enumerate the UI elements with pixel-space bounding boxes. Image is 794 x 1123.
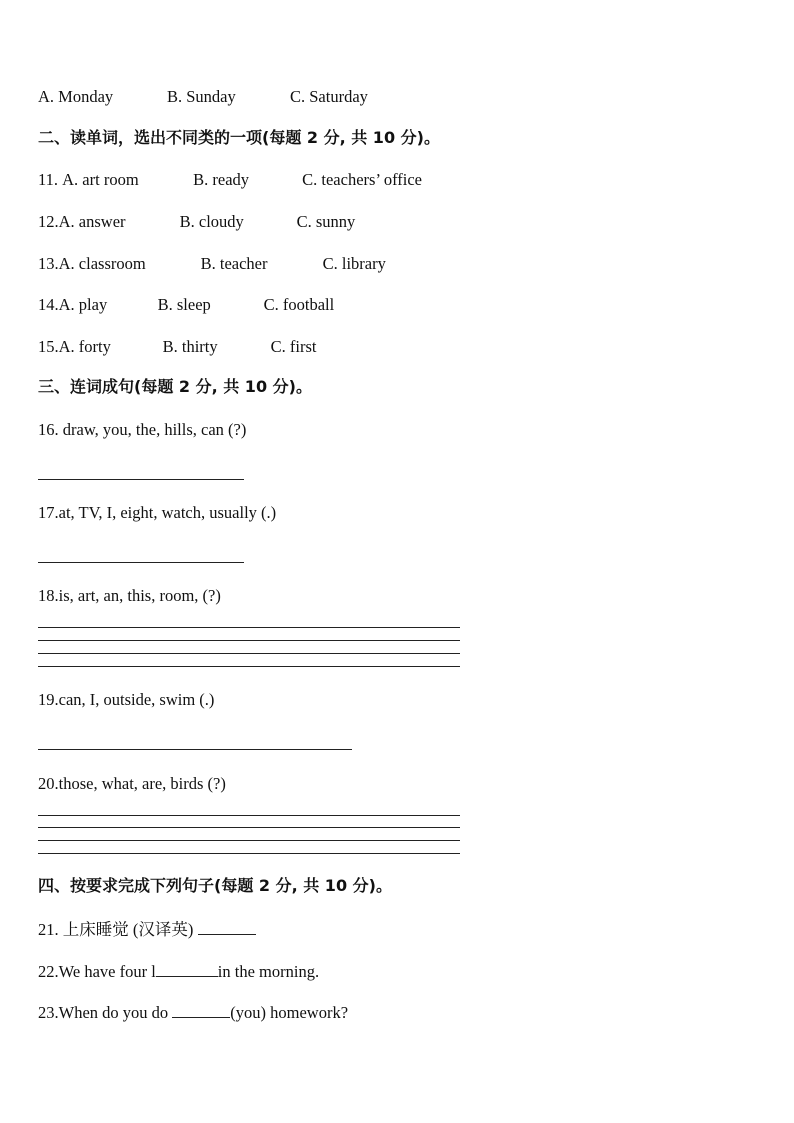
- q14-option-c: C. football: [263, 295, 335, 314]
- q18-prompt: 18.is, art, an, this, room, (?): [38, 586, 221, 605]
- q14-option-a: A. play: [58, 295, 108, 314]
- q18-answer-line-3[interactable]: [38, 653, 460, 654]
- q20-answer-line-2[interactable]: [38, 827, 460, 828]
- q23-prompt-end: (you) homework?: [230, 1003, 349, 1022]
- q15-number: 15.: [38, 337, 59, 356]
- q14-option-b: B. sleep: [157, 295, 211, 314]
- section-4-heading: 四、按要求完成下列句子(每题 2 分, 共 10 分)。: [38, 876, 392, 895]
- q18-answer-line-2[interactable]: [38, 640, 460, 641]
- q14: [38, 295, 334, 315]
- q12-option-c: C. sunny: [296, 212, 356, 231]
- q21-answer-blank[interactable]: [198, 919, 256, 935]
- q13-option-c: C. library: [322, 254, 386, 273]
- q13: [38, 254, 386, 274]
- q19-prompt: 19.can, I, outside, swim (.): [38, 690, 215, 709]
- q12-option-b: B. cloudy: [179, 212, 244, 231]
- q11-option-c: C. teachers’ office: [302, 170, 423, 189]
- q15-option-a: A. forty: [58, 337, 111, 356]
- q10-options: [38, 87, 368, 107]
- q22-prompt-start: 22.We have four l: [38, 962, 156, 981]
- q13-option-b: B. teacher: [200, 254, 268, 273]
- q11-option-a: A. art room: [62, 170, 139, 189]
- q13-option-a: A. classroom: [58, 254, 146, 273]
- q21: [38, 919, 256, 940]
- q15-option-b: B. thirty: [162, 337, 218, 356]
- q20-answer-line-1[interactable]: [38, 815, 460, 816]
- q12-option-a: A. answer: [58, 212, 126, 231]
- section-2-heading: 二、读单词，选出不同类的一项(每题 2 分, 共 10 分)。: [38, 128, 440, 147]
- q10-option-b: B. Sunday: [167, 87, 236, 106]
- q19-answer-line[interactable]: [38, 749, 352, 750]
- q18-answer-line-1[interactable]: [38, 627, 460, 628]
- q10-option-c: C. Saturday: [290, 87, 368, 106]
- q15: [38, 337, 316, 357]
- q12-number: 12.: [38, 212, 59, 231]
- q23: [38, 1002, 348, 1023]
- section-3-heading: 三、连词成句(每题 2 分, 共 10 分)。: [38, 377, 312, 396]
- q22-prompt-end: in the morning.: [217, 962, 320, 981]
- q23-answer-blank[interactable]: [172, 1002, 230, 1018]
- q17-answer-line[interactable]: [38, 562, 244, 563]
- q22-answer-blank[interactable]: [156, 961, 218, 977]
- q11-option-b: B. ready: [193, 170, 250, 189]
- q14-number: 14.: [38, 295, 59, 314]
- q18-answer-line-4[interactable]: [38, 666, 460, 667]
- q20-answer-line-3[interactable]: [38, 840, 460, 841]
- q16-answer-line[interactable]: [38, 479, 244, 480]
- q10-option-a: A. Monday: [38, 87, 114, 106]
- q12: [38, 212, 355, 232]
- q11: [38, 170, 422, 190]
- q16-prompt: 16. draw, you, the, hills, can (?): [38, 420, 247, 439]
- q23-prompt-start: 23.When do you do: [38, 1003, 173, 1022]
- q21-prompt: 21. 上床睡觉 (汉译英): [38, 920, 194, 939]
- q13-number: 13.: [38, 254, 59, 273]
- q11-number: 11.: [38, 170, 63, 189]
- q22: [38, 961, 319, 982]
- q20-answer-line-4[interactable]: [38, 853, 460, 854]
- q15-option-c: C. first: [270, 337, 317, 356]
- q20-prompt: 20.those, what, are, birds (?): [38, 774, 226, 793]
- q17-prompt: 17.at, TV, I, eight, watch, usually (.): [38, 503, 277, 522]
